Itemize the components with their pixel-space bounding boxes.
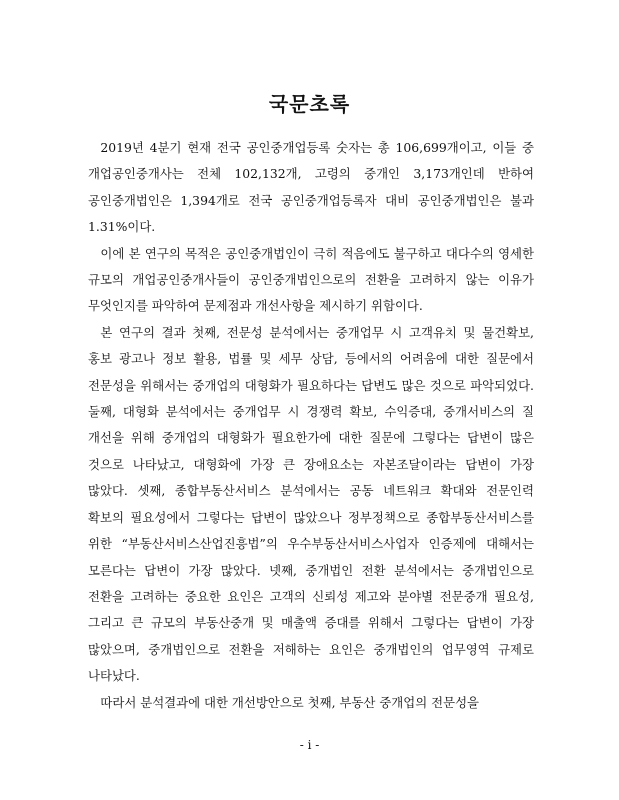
page-title: 국문초록 — [268, 92, 351, 116]
abstract-body — [88, 135, 534, 716]
paragraph-4: 따라서 분석결과에 대한 개선방안으로 첫째, 부동산 중개업의 전문성을 — [100, 694, 480, 710]
paragraph-2: 이에 본 연구의 목적은 공인중개법인이 극히 적음에도 불구하고 대다수의 영세한 규모의 개업공인중개사들이 공인중개법인으로의 전환을 고려하지 않는 이유가 무엇인지를 파악하여 문제점과 개선사항을 제시하기 위함이다. — [88, 245, 534, 314]
page-number: - i - — [299, 738, 320, 752]
paragraph-3: 본 연구의 결과 첫째, 전문성 분석에서는 중개업무 시 고객유치 및 물건확보, 홍보 광고나 정보 활용, 법률 및 세무 상담, 등에서의 어려움에 대한 질문에서 전문성을 위해서는 중개업의 대형화가 필요하다는 답변도 많은 것으로 파악되었다. 둘째, 대형화 분석에서는 중개업무 시 경쟁력 확보, 수익증대, 중개서비스의 질 개선을 위해 중개업의 대형화가 필요한가에 대한 질문에 그렇다는 답변이 많은 것으로 나타났고, 대형화에 가장 큰 장애요소는 자본조달이라는 답변이 가장 많았다. 셋째, 종합부동산서비스 분석에서는 공동 네트워크 확대와 전문인력 확보의 필요성에서 그렇다는 답변이 많았으나 정부정책으로 종합부동산서비스를 위한 “부동산서비스산업진흥법”의 우수부동산서비스사업자 인증제에 대해서는 모른다는 답변이 가장 많았다. 넷째, 중개법인 전환 분석에서는 중개법인으로 전환을 고려하는 중요한 요인은 고객의 신뢰성 제고와 분야별 전문중개 필요성, 그리고 큰 규모의 부동산중개 및 매출액 증대를 위해서 그렇다는 답변이 가장 많았으며, 중개법인으로 전환을 저해하는 요인은 중개법인의 업무영역 규제로 나타났다. — [88, 324, 534, 684]
paragraph-1: 2019년 4분기 현재 전국 공인중개업등록 숫자는 총 106,699개이고, 이들 중 개업공인중개사는 전체 102,132개, 고령의 중개인 3,173개인데 반하여 공인중개법인은 1,394개로 전국 공인중개업등록자 대비 공인중개법인은 불과 1.31%이다. — [88, 140, 534, 235]
